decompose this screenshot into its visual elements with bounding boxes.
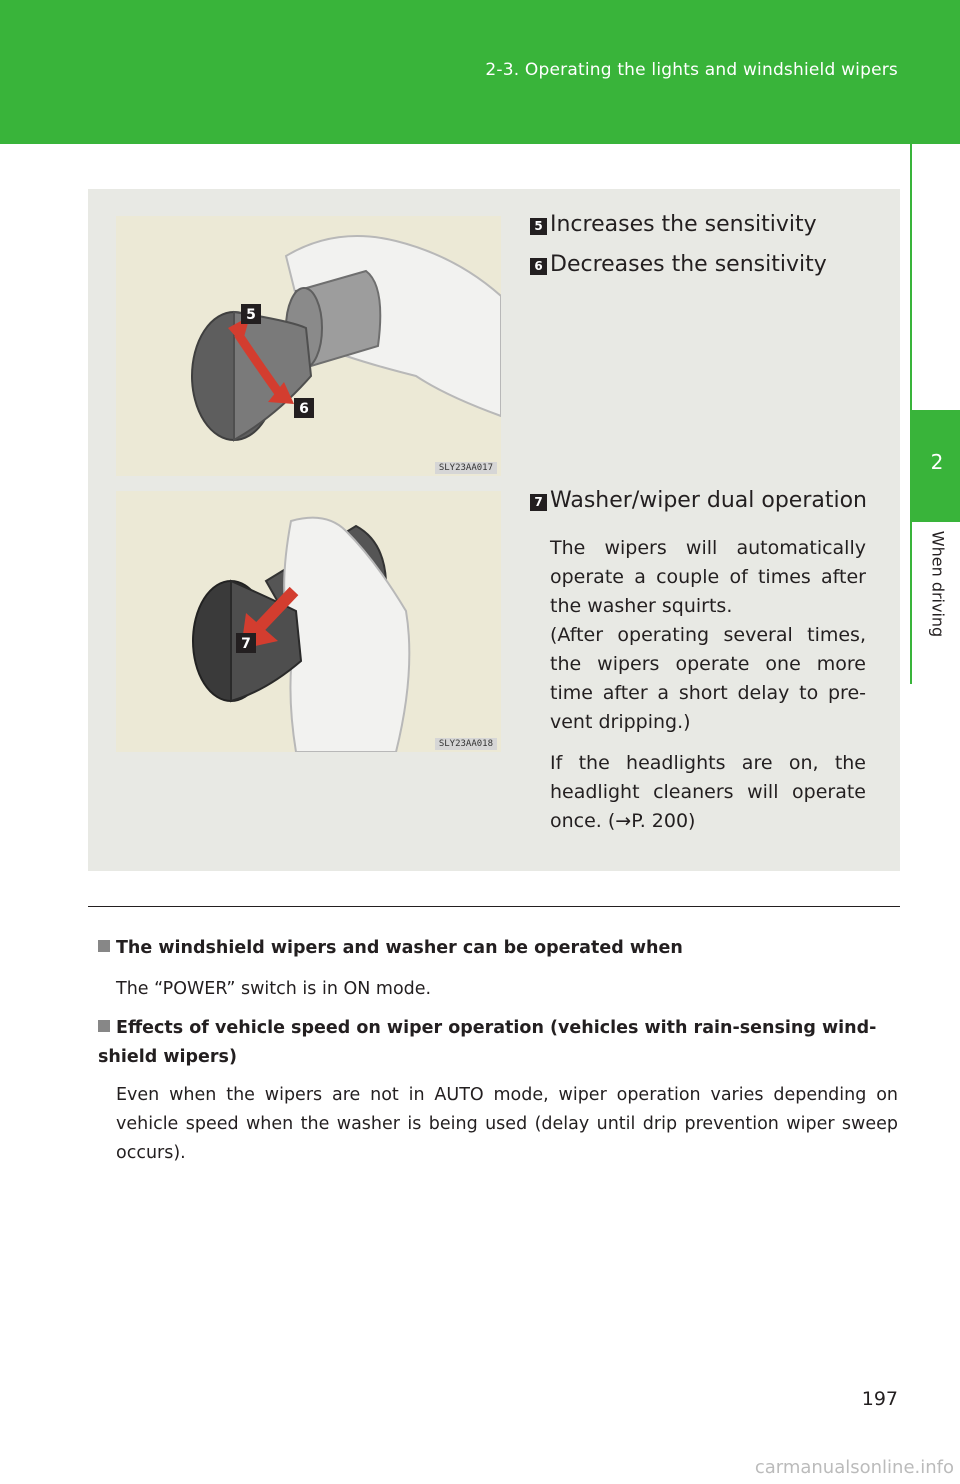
washer-delay-description: (After operating several times, the wipers operate one more time after a short delay to pre- vent dripping.) — [550, 624, 866, 733]
divider-rule — [88, 906, 900, 907]
illustration-code: SLY23AA017 — [435, 462, 497, 474]
item-washer-wiper-dual — [530, 488, 867, 513]
item-increase-sensitivity — [530, 212, 817, 237]
note-heading — [98, 934, 898, 963]
marker-7: 7 — [530, 494, 547, 511]
item-label: Increases the sensitivity — [550, 212, 817, 237]
square-bullet-icon — [98, 1020, 110, 1032]
note-body: Even when the wipers are not in AUTO mode, wiper operation varies depending on vehicle speed when the washer is being used (delay until drip prevention wiper sweep occurs). — [116, 1085, 898, 1163]
section-title: 2-3. Operating the lights and windshield wipers — [485, 60, 898, 80]
note-heading-text: Effects of vehicle speed on wiper operation (vehicles with rain-sensing wind- shield wipers) — [98, 1018, 877, 1067]
note-heading — [98, 1014, 898, 1072]
note-body: The “POWER” switch is in ON mode. — [116, 979, 432, 999]
watermark: carmanualsonline.info — [754, 1457, 954, 1478]
page-number: 197 — [861, 1388, 898, 1410]
item-label: Decreases the sensitivity — [550, 252, 827, 277]
svg-text:6: 6 — [299, 401, 309, 417]
lever-pull-illustration — [116, 491, 501, 752]
chapter-number: 2 — [930, 450, 944, 474]
illustration-code: SLY23AA018 — [435, 738, 497, 750]
hand-pull-drawing — [116, 491, 501, 752]
headlight-cleaner-note: If the headlights are on, the headlight cleaners will operate once. (→P. 200) — [550, 752, 866, 832]
svg-text:7: 7 — [241, 636, 251, 652]
washer-description: The wipers will automatically operate a couple of times after the washer squirts. — [550, 537, 866, 617]
svg-text:5: 5 — [246, 307, 256, 323]
item-decrease-sensitivity — [530, 252, 827, 277]
lever-twist-illustration — [116, 216, 501, 476]
note-heading-text: The windshield wipers and washer can be operated when — [116, 938, 683, 958]
marker-5: 5 — [530, 218, 547, 235]
chapter-label: When driving — [928, 530, 948, 638]
item-label: Washer/wiper dual operation — [550, 488, 867, 513]
marker-6: 6 — [530, 258, 547, 275]
square-bullet-icon — [98, 940, 110, 952]
hand-twist-drawing — [116, 216, 501, 476]
